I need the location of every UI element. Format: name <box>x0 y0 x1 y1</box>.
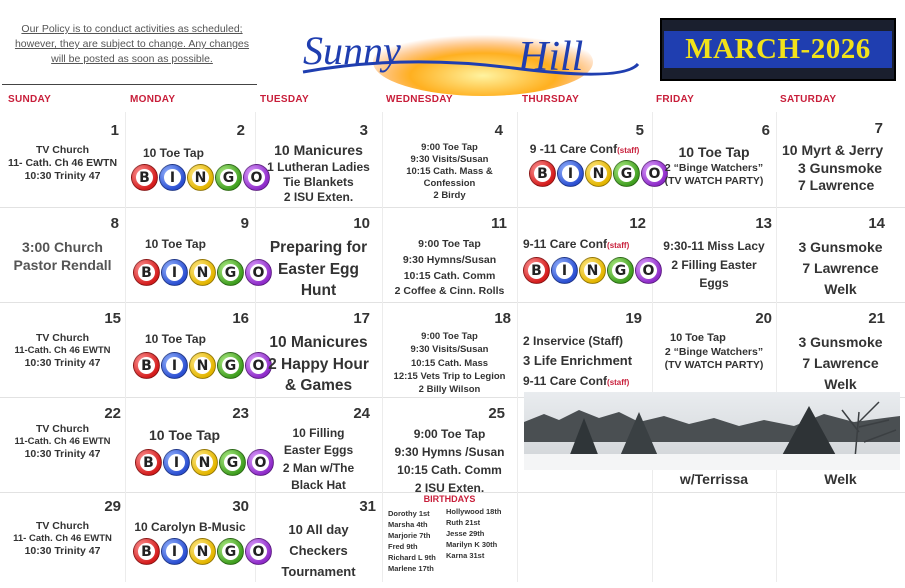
day-events <box>0 332 125 370</box>
event-line: 2 Birdy <box>433 189 466 201</box>
event-line: 7 Lawrence <box>802 260 879 276</box>
calendar-grid <box>0 112 905 582</box>
birthdays-title: BIRTHDAYS <box>423 494 476 504</box>
event-line: w/Terrissa <box>679 471 749 487</box>
day-events <box>125 520 255 535</box>
day-cell-1 <box>0 112 125 207</box>
bingo-graphic <box>133 538 272 565</box>
weekday-monday: MONDAY <box>130 94 176 105</box>
event-line: & Games <box>284 377 353 395</box>
day-events <box>517 142 652 157</box>
day-number: 8 <box>110 215 119 232</box>
weekday-thursday: THURSDAY <box>522 94 580 105</box>
bingo-letter: O <box>252 454 269 471</box>
bingo-letter: B <box>534 165 551 182</box>
event-line: 10 Carolyn B-Music <box>134 520 246 534</box>
bingo-letter: I <box>556 262 573 279</box>
day-cell-23 <box>125 397 267 492</box>
event-line: 2 ISU Exten. <box>283 189 354 204</box>
event-line: 10:30 Trinity 47 <box>24 357 101 369</box>
event-line: 11-Cath. Ch 46 EWTN <box>14 345 111 357</box>
event-line: 10 All day <box>288 522 349 537</box>
bingo-ball-icon <box>131 164 158 191</box>
day-cell-25 <box>382 397 517 495</box>
event-line: 10 Toe Tap <box>145 332 206 346</box>
day-number: 4 <box>494 122 503 139</box>
day-cell-18 <box>382 302 517 397</box>
bingo-letter: N <box>194 264 211 281</box>
event-text: 9-11 Care Conf <box>523 373 608 388</box>
event-line: 10 Filling <box>292 426 345 440</box>
day-cell-11 <box>382 207 517 302</box>
day-number: 1 <box>110 122 119 139</box>
bingo-ball-icon <box>189 259 216 286</box>
bingo-ball-icon <box>613 160 640 187</box>
birthday-entry: Karna 31st <box>446 551 485 560</box>
event-line: 3:00 Church <box>22 239 103 255</box>
event-line: 2 Happy Hour <box>268 355 369 373</box>
bingo-ball-icon <box>219 449 246 476</box>
event-line: 9:30 Hymns/Susan <box>402 253 497 266</box>
bingo-ball-icon <box>163 449 190 476</box>
day-number: 12 <box>629 215 646 232</box>
bingo-ball-icon <box>529 160 556 187</box>
day-cell-30 <box>125 492 265 582</box>
day-events <box>149 427 255 445</box>
event-line: 2 “Binge Watchers” <box>664 345 764 358</box>
event-line: 9:30 Hymns /Susan <box>394 445 505 459</box>
event-line: 10 Myrt & Jerry <box>782 142 884 158</box>
day-number: 25 <box>488 405 505 422</box>
weekday-saturday: SATURDAY <box>780 94 837 105</box>
birthday-entry: Ruth 21st <box>446 518 481 527</box>
bingo-ball-icon <box>523 257 550 284</box>
event-line: 12:15 Vets Trip to Legion <box>393 370 506 382</box>
event-line <box>523 237 652 252</box>
bingo-ball-icon <box>133 259 160 286</box>
event-line: 10:15 Cath. Comm <box>397 463 502 477</box>
event-line <box>523 372 652 391</box>
day-number: 9 <box>240 215 249 232</box>
day-events <box>382 237 517 300</box>
event-line: Preparing for <box>269 239 368 256</box>
bingo-letter: G <box>220 169 237 186</box>
event-line: 9:30 Visits/Susan <box>410 344 489 356</box>
day-cell-6 <box>652 112 776 207</box>
bingo-ball-icon <box>159 164 186 191</box>
bingo-letter: B <box>136 169 153 186</box>
birthdays-list-left <box>388 508 436 574</box>
weekday-header <box>0 90 905 110</box>
bingo-letter: N <box>590 165 607 182</box>
event-line: Pastor Rendall <box>13 256 112 273</box>
day-number: 3 <box>359 122 368 139</box>
bingo-graphic <box>133 259 272 286</box>
bingo-letter: B <box>138 357 155 374</box>
event-line: 1 Lutheran Ladies <box>267 159 370 174</box>
bingo-letter: I <box>166 543 183 560</box>
day-cell-12 <box>517 207 655 302</box>
bingo-graphic <box>529 160 668 187</box>
day-number: 7 <box>874 120 883 137</box>
bingo-ball-icon <box>161 259 188 286</box>
event-line: 9:00 Toe Tap <box>418 238 481 250</box>
bingo-ball-icon <box>189 538 216 565</box>
bingo-letter: G <box>222 543 239 560</box>
day-number: 6 <box>761 122 770 139</box>
day-events <box>652 144 776 188</box>
staff-tag: (staff) <box>617 146 640 155</box>
event-line: Confession <box>423 177 476 189</box>
day-events <box>255 425 382 495</box>
birthday-entry: Hollywood 18th <box>446 507 502 516</box>
winter-trees-photo <box>524 392 900 470</box>
sunny-hill-logo <box>293 14 643 88</box>
policy-line: Our Policy is to conduct activities as scheduled; <box>21 23 243 35</box>
day-cell-2 <box>125 112 263 207</box>
birthdays-list-right <box>446 506 501 561</box>
day-number: 21 <box>868 310 885 327</box>
logo-word-sunny: Sunny <box>303 28 401 73</box>
day-events <box>0 144 125 183</box>
event-line: TV Church <box>35 332 90 344</box>
bingo-letter: N <box>192 169 209 186</box>
staff-tag: (staff) <box>607 241 630 250</box>
day-events <box>523 332 652 391</box>
event-line: 7 Lawrence <box>802 355 879 371</box>
bingo-graphic <box>135 449 274 476</box>
event-line: Tie Blankets <box>283 174 354 189</box>
bingo-ball-icon <box>135 449 162 476</box>
day-events <box>382 425 517 497</box>
event-line: TV Church <box>35 144 90 156</box>
birthday-entry: Marjorie 7th <box>388 531 431 540</box>
birthday-entry: Marilyn K 30th <box>446 540 498 549</box>
event-line: 3 Gunsmoke <box>798 239 883 255</box>
bingo-ball-icon <box>217 538 244 565</box>
weekday-sunday: SUNDAY <box>8 94 52 105</box>
event-line: (TV WATCH PARTY) <box>664 174 764 187</box>
policy-line: however, they are subject to change. Any changes <box>14 38 250 50</box>
bingo-ball-icon <box>607 257 634 284</box>
event-line: Checkers <box>289 542 348 558</box>
event-line: 2 Filling Easter <box>671 257 757 272</box>
day-cell-3 <box>255 112 382 207</box>
bingo-letter: I <box>166 357 183 374</box>
day-number: 20 <box>755 310 772 327</box>
day-cell-21 <box>776 302 905 397</box>
day-cell-8 <box>0 207 125 302</box>
bingo-letter: B <box>528 262 545 279</box>
day-cell-20 <box>652 302 776 397</box>
day-cell-24 <box>255 397 382 492</box>
event-line: Welk <box>824 281 857 297</box>
day-number: 14 <box>868 215 885 232</box>
bingo-ball-icon <box>133 352 160 379</box>
day-events <box>776 237 905 300</box>
birthday-entry: Jesse 29th <box>446 529 485 538</box>
day-events <box>255 237 382 302</box>
bingo-ball-icon <box>585 160 612 187</box>
event-line: 2 Inservice (Staff) <box>523 334 624 348</box>
bingo-letter: G <box>222 357 239 374</box>
bingo-ball-icon <box>191 449 218 476</box>
event-line: Easter Eggs <box>283 443 354 458</box>
event-line: 10 Toe Tap <box>143 146 204 160</box>
day-number: 30 <box>232 498 249 515</box>
bingo-ball-icon <box>217 352 244 379</box>
event-line: 2 Billy Wilson <box>418 384 481 396</box>
day-cell-29 <box>0 492 125 582</box>
bingo-ball-icon <box>161 352 188 379</box>
bingo-ball-icon <box>187 164 214 191</box>
birthday-entry: Fred 9th <box>388 542 418 551</box>
bingo-ball-icon <box>557 160 584 187</box>
day-number: 5 <box>635 122 644 139</box>
event-line: 10:15 Cath. Mass <box>410 357 489 369</box>
bingo-letter: B <box>138 543 155 560</box>
day-cell-15 <box>0 302 125 397</box>
event-text: 9-11 Care Conf <box>523 237 608 251</box>
bingo-letter: O <box>640 262 657 279</box>
event-line: 10 Toe Tap <box>678 144 750 160</box>
day-cell-19 <box>517 302 652 397</box>
day-events <box>143 146 255 161</box>
bingo-letter: O <box>250 357 267 374</box>
event-line: 11- Cath. Ch 46 EWTN <box>7 157 118 170</box>
day-events <box>255 520 382 582</box>
day-events <box>255 332 382 397</box>
day-cell-10 <box>255 207 382 302</box>
weekday-wednesday: WEDNESDAY <box>386 94 453 105</box>
bingo-graphic <box>133 352 272 379</box>
day-events <box>0 520 125 558</box>
day-number: 17 <box>353 310 370 327</box>
event-line: 9:00 Toe Tap <box>413 427 486 441</box>
event-line: 9:30-11 Miss Lacy <box>663 239 765 253</box>
event-line: Tournament <box>281 563 356 579</box>
day-cell-13 <box>652 207 776 302</box>
bingo-letter: I <box>562 165 579 182</box>
bingo-letter: O <box>646 165 663 182</box>
day-number: 10 <box>353 215 370 232</box>
bingo-letter: O <box>250 264 267 281</box>
bingo-letter: I <box>168 454 185 471</box>
birthday-entry: Richard L 9th <box>388 553 436 562</box>
bingo-letter: O <box>250 543 267 560</box>
event-line: 2 ISU Exten. <box>414 481 485 495</box>
staff-tag: (staff) <box>607 377 630 387</box>
event-line: TV Church <box>35 423 90 435</box>
bingo-letter: G <box>222 264 239 281</box>
day-events <box>255 142 382 205</box>
day-events <box>145 332 255 347</box>
day-events <box>523 237 652 252</box>
event-line: 2 “Binge Watchers” <box>664 161 764 174</box>
event-line: Easter Egg <box>278 260 359 278</box>
policy-divider <box>2 84 257 85</box>
bingo-letter: B <box>138 264 155 281</box>
event-line: 10:15 Cath. Comm <box>403 269 496 282</box>
logo-word-hill: Hill <box>518 34 584 80</box>
bingo-letter: N <box>584 262 601 279</box>
day-number: 18 <box>494 310 511 327</box>
day-events <box>652 237 776 293</box>
bingo-letter: I <box>164 169 181 186</box>
day-cell-9 <box>125 207 265 302</box>
event-line: 3 Gunsmoke <box>798 334 883 350</box>
day-number: 2 <box>236 122 245 139</box>
day-cell-16 <box>125 302 265 397</box>
birthday-entry: Marsha 4th <box>388 520 428 529</box>
bingo-letter: O <box>248 169 265 186</box>
month-banner <box>660 18 896 81</box>
day-cell-5 <box>517 112 661 207</box>
event-line: 10 Toe Tap <box>145 237 206 251</box>
event-line: Hunt <box>300 282 337 300</box>
event-line: 11- Cath. Ch 46 EWTN <box>13 533 112 545</box>
day-number: 24 <box>353 405 370 422</box>
bingo-letter: N <box>196 454 213 471</box>
event-line: 10:30 Trinity 47 <box>24 170 101 183</box>
day-events <box>652 332 776 372</box>
event-line: 10:30 Trinity 47 <box>24 545 101 557</box>
day-number: 16 <box>232 310 249 327</box>
event-line: 7 Lawrence <box>798 177 875 193</box>
day-number: 15 <box>104 310 121 327</box>
snow-ground <box>524 454 900 470</box>
event-line <box>517 142 652 157</box>
bingo-ball-icon <box>217 259 244 286</box>
bingo-letter: B <box>140 454 157 471</box>
day-number: 31 <box>359 498 376 515</box>
bingo-letter: G <box>224 454 241 471</box>
event-line: 3 Life Enrichment <box>523 353 633 369</box>
event-line: Welk <box>824 376 857 392</box>
event-line: 10 Toe Tap <box>149 427 221 443</box>
event-line: 10 Manicures <box>274 142 363 158</box>
bingo-graphic <box>523 257 662 284</box>
day-cell-4 <box>382 112 517 207</box>
bingo-graphic <box>131 164 270 191</box>
birthday-entry: Dorothy 1st <box>388 509 430 518</box>
event-text: 9 -11 Care Conf <box>529 142 618 156</box>
day-cell-7 <box>776 112 905 207</box>
day-events <box>776 332 905 395</box>
bingo-ball-icon <box>189 352 216 379</box>
event-line: Welk <box>824 471 857 487</box>
day-number: 11 <box>491 215 507 232</box>
day-events <box>0 423 125 461</box>
event-line: 3 Gunsmoke <box>798 159 883 176</box>
day-cell-17 <box>255 302 382 397</box>
bingo-letter: N <box>194 357 211 374</box>
event-line: 9:00 Toe Tap <box>421 142 478 153</box>
bingo-ball-icon <box>551 257 578 284</box>
bingo-letter: G <box>612 262 629 279</box>
month-title: MARCH-2026 <box>664 31 892 68</box>
event-line: 9:30 Visits/Susan <box>410 153 489 165</box>
event-line: 9:00 Toe Tap <box>421 331 478 342</box>
event-line: (TV WATCH PARTY) <box>664 358 764 371</box>
day-number: 23 <box>232 405 249 422</box>
bingo-ball-icon <box>133 538 160 565</box>
policy-notice <box>6 22 258 67</box>
day-number: 13 <box>755 215 772 232</box>
birthday-entry: Marlene 17th <box>388 564 434 573</box>
weekday-friday: FRIDAY <box>656 94 695 105</box>
event-line: 2 Coffee & Cinn. Rolls <box>394 285 505 298</box>
event-line: 10:15 Cath. Mass & <box>406 165 493 177</box>
event-line: 10 Manicures <box>269 334 368 351</box>
bingo-ball-icon <box>215 164 242 191</box>
day-events <box>0 239 125 274</box>
event-line: 11-Cath. Ch 46 EWTN <box>14 436 111 448</box>
day-number: 29 <box>104 498 121 515</box>
event-line: Eggs <box>699 276 729 291</box>
day-events <box>145 237 255 252</box>
event-line: TV Church <box>35 520 90 532</box>
bingo-letter: I <box>166 264 183 281</box>
birthdays-panel <box>382 492 517 582</box>
day-events <box>782 142 905 195</box>
bingo-letter: G <box>618 165 635 182</box>
day-events <box>382 330 517 396</box>
day-number: 19 <box>625 310 642 327</box>
bingo-letter: N <box>194 543 211 560</box>
day-cell-22 <box>0 397 125 492</box>
bingo-ball-icon <box>161 538 188 565</box>
event-line: 2 Man w/The <box>282 460 355 475</box>
policy-line: will be posted as soon as possible. <box>51 53 213 65</box>
day-number: 22 <box>104 405 121 422</box>
event-line: Black Hat <box>291 478 346 493</box>
event-line: 10 Toe Tap <box>670 332 726 344</box>
weekday-tuesday: TUESDAY <box>260 94 309 105</box>
bingo-ball-icon <box>579 257 606 284</box>
day-cell-31 <box>255 492 382 582</box>
event-line: 10:30 Trinity 47 <box>24 448 101 460</box>
day-events <box>382 142 517 201</box>
day-cell-14 <box>776 207 905 302</box>
